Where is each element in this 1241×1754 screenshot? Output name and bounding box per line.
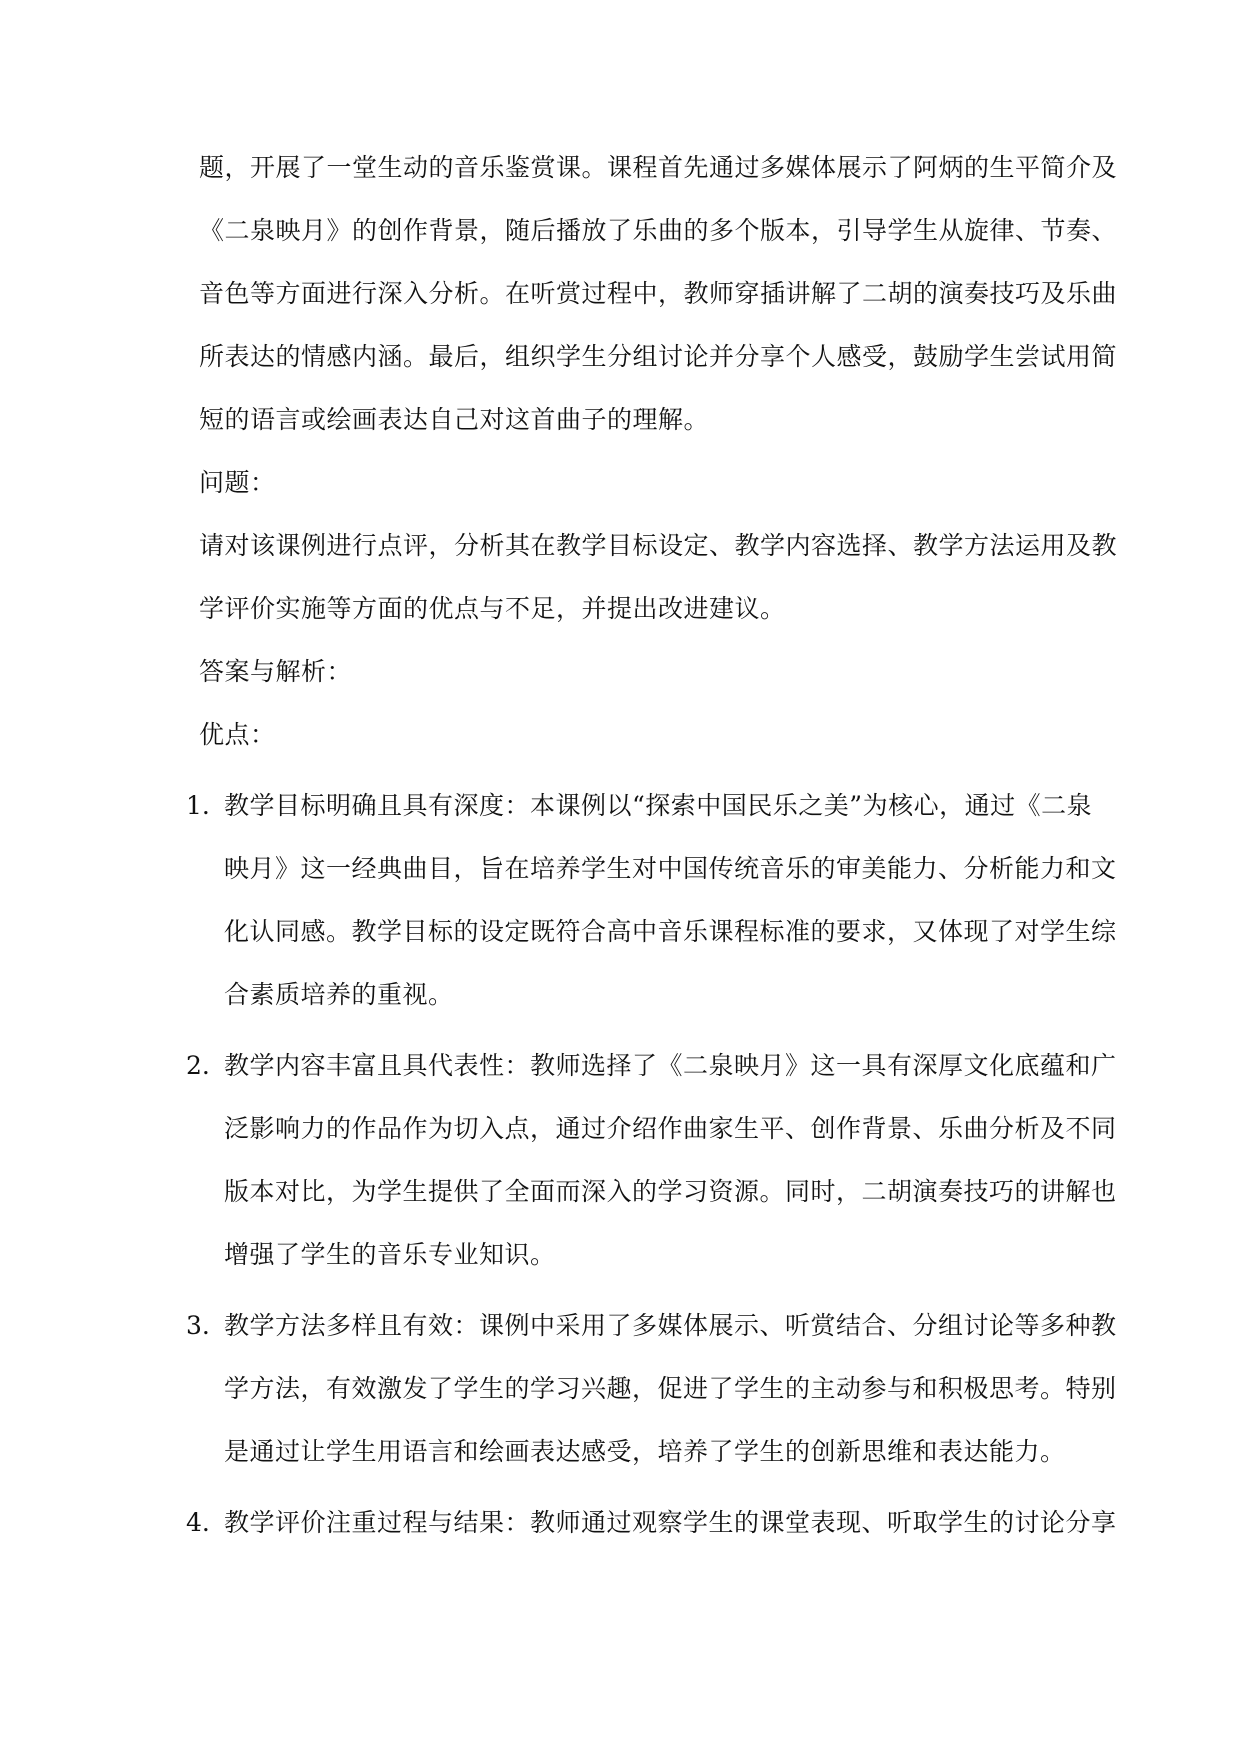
list-item-line: 教学方法多样且有效：课例中采用了多媒体展示、听赏结合、分组讨论等多种教 (224, 1311, 1117, 1340)
question-line: 请对该课例进行点评，分析其在教学目标设定、教学内容选择、教学方法运用及教 (199, 531, 1118, 560)
list-item-line: 映月》这一经典曲目，旨在培养学生对中国传统音乐的审美能力、分析能力和文 (224, 854, 1117, 883)
list-item-line: 是通过让学生用语言和绘画表达感受，培养了学生的创新思维和表达能力。 (224, 1437, 1066, 1466)
list-item-line: 教学评价注重过程与结果：教师通过观察学生的课堂表现、听取学生的讨论分享 (224, 1508, 1117, 1537)
strengths-label: 优点： (199, 720, 276, 749)
list-item-number: 1. (186, 791, 210, 820)
list-item-number: 4. (186, 1508, 210, 1537)
list-item-line: 泛影响力的作品作为切入点，通过介绍作曲家生平、创作背景、乐曲分析及不同 (224, 1114, 1117, 1143)
intro-line: 音色等方面进行深入分析。在听赏过程中，教师穿插讲解了二胡的演奏技巧及乐曲 (199, 279, 1118, 308)
list-item-line: 合素质培养的重视。 (224, 980, 454, 1009)
answer-label: 答案与解析： (199, 657, 353, 686)
intro-line: 题，开展了一堂生动的音乐鉴赏课。课程首先通过多媒体展示了阿炳的生平简介及 (199, 153, 1118, 182)
list-item-line: 教学目标明确且具有深度：本课例以“探索中国民乐之美”为核心，通过《二泉 (224, 791, 1093, 820)
list-item-line: 教学内容丰富且具代表性：教师选择了《二泉映月》这一具有深厚文化底蕴和广 (224, 1051, 1117, 1080)
question-label: 问题： (199, 468, 276, 497)
list-item-line: 版本对比，为学生提供了全面而深入的学习资源。同时，二胡演奏技巧的讲解也 (224, 1177, 1117, 1206)
list-item-number: 2. (186, 1051, 210, 1080)
intro-line: 短的语言或绘画表达自己对这首曲子的理解。 (199, 405, 710, 434)
intro-line: 所表达的情感内涵。最后，组织学生分组讨论并分享个人感受，鼓励学生尝试用简 (199, 342, 1118, 371)
list-item-line: 增强了学生的音乐专业知识。 (224, 1240, 556, 1269)
list-item-line: 化认同感。教学目标的设定既符合高中音乐课程标准的要求，又体现了对学生综 (224, 917, 1117, 946)
list-item-number: 3. (186, 1311, 210, 1340)
intro-line: 《二泉映月》的创作背景，随后播放了乐曲的多个版本，引导学生从旋律、节奏、 (199, 216, 1118, 245)
question-line: 学评价实施等方面的优点与不足，并提出改进建议。 (199, 594, 786, 623)
list-item-line: 学方法，有效激发了学生的学习兴趣，促进了学生的主动参与和积极思考。特别 (224, 1374, 1117, 1403)
